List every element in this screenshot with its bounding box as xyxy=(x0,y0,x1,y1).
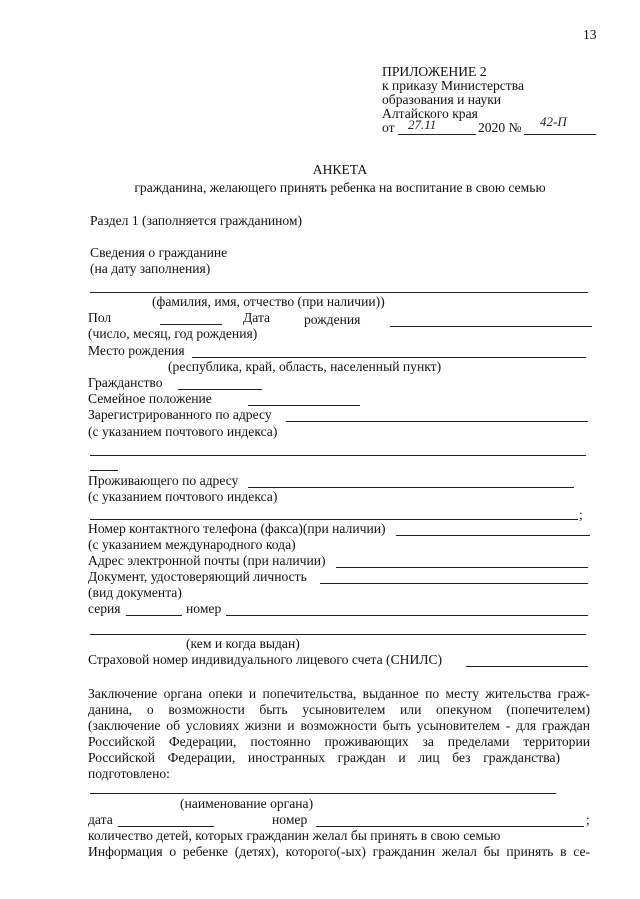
info-line-2: (на дату заполнения) xyxy=(90,261,211,276)
conclusion-line-1: Заключение органа опеки и попечительства, выданное по месту жительства граж- xyxy=(88,686,590,701)
gender-line xyxy=(160,324,222,325)
series-line xyxy=(126,615,182,616)
birthplace-caption: (республика, край, область, населенный пункт) xyxy=(168,359,442,374)
snils-label: Страховой номер индивидуального лицевого счета (СНИЛС) xyxy=(88,652,443,667)
form-subtitle: гражданина, желающего принять ребенка на воспитание в свою семью xyxy=(134,180,546,195)
issued-line xyxy=(90,634,586,635)
organ-caption: (наименование органа) xyxy=(180,796,314,811)
gender-label: Пол xyxy=(88,310,112,325)
birth-label: рождения xyxy=(304,312,361,327)
phone-caption: (с указанием международного кода) xyxy=(88,537,296,552)
conclusion-line-4: Российской Федерации, постоянно проживающих за пределами территории xyxy=(88,734,590,749)
fio-caption: (фамилия, имя, отчество (при наличии)) xyxy=(152,294,385,309)
info-line-1: Сведения о гражданине xyxy=(90,245,228,260)
appendix-title: ПРИЛОЖЕНИЕ 2 xyxy=(382,64,487,79)
fio-line xyxy=(90,292,588,293)
phone-label: Номер контактного телефона (факса)(при наличии) xyxy=(88,521,386,536)
residing-label: Проживающего по адресу xyxy=(88,473,239,488)
organ-number-line xyxy=(316,826,584,827)
form-title: АНКЕТА xyxy=(312,162,368,177)
page-number: 13 xyxy=(583,27,597,42)
organ-number-label: номер xyxy=(272,812,308,827)
birthplace-line xyxy=(192,357,586,358)
birthplace-label: Место рождения xyxy=(88,343,185,358)
organ-date-line xyxy=(118,826,214,827)
conclusion-line-6: подготовлено: xyxy=(88,766,170,781)
marital-line xyxy=(248,405,360,406)
birthdate-caption: (число, месяц, год рождения) xyxy=(88,326,258,341)
appendix-year: 2020 № xyxy=(478,120,522,135)
series-label: серия xyxy=(88,601,121,616)
snils-line xyxy=(466,666,588,667)
appendix-number-handwritten: 42-П xyxy=(540,114,567,129)
appendix-line-3: Алтайского края xyxy=(382,106,478,121)
organ-date-label: дата xyxy=(88,812,113,827)
number-label: номер xyxy=(186,601,222,616)
number-line xyxy=(226,615,588,616)
children-count-label: количество детей, которых гражданин желал бы принять в свою семью xyxy=(88,828,501,843)
organ-semicolon: ; xyxy=(586,812,590,827)
appendix-number-line xyxy=(524,134,596,135)
section-title: Раздел 1 (заполняется гражданином) xyxy=(90,213,303,228)
registered-line xyxy=(286,421,588,422)
conclusion-line-5: Российской Федерации, иностранных граждан и лиц без гражданства) xyxy=(88,750,560,765)
organ-line xyxy=(90,793,556,794)
residing-line-2 xyxy=(90,519,578,520)
appendix-date-handwritten: 27.11 xyxy=(408,117,437,132)
citizenship-line xyxy=(178,389,262,390)
doc-type-caption: (вид документа) xyxy=(88,585,182,600)
registered-line-2 xyxy=(90,455,586,456)
registered-line-3 xyxy=(90,470,118,471)
id-document-line xyxy=(320,583,588,584)
birthdate-line xyxy=(390,326,592,327)
appendix-date-prefix: от xyxy=(382,120,395,135)
email-line xyxy=(336,567,588,568)
appendix-date-line xyxy=(398,134,476,135)
conclusion-line-2: данина, о возможности быть усыновителем или опекуном (попечителем) xyxy=(88,702,590,717)
date-label: Дата xyxy=(243,310,271,325)
residing-semicolon: ; xyxy=(579,507,583,522)
phone-line xyxy=(396,535,590,536)
postal-caption-1: (с указанием почтового индекса) xyxy=(88,424,278,439)
appendix-line-1: к приказу Министерства xyxy=(382,78,525,93)
children-info-label: Информация о ребенке (детях), которого(-ых) гражданин желал бы принять в се- xyxy=(88,844,590,859)
id-document-label: Документ, удостоверяющий личность xyxy=(88,569,307,584)
citizenship-label: Гражданство xyxy=(88,375,163,390)
registered-label: Зарегистрированного по адресу xyxy=(88,407,272,422)
conclusion-line-3: (заключение об условиях жизни и возможности быть усыновителем - для граждан xyxy=(88,718,590,733)
postal-caption-2: (с указанием почтового индекса) xyxy=(88,489,278,504)
appendix-line-2: образования и науки xyxy=(382,92,502,107)
issued-caption: (кем и когда выдан) xyxy=(186,636,300,651)
marital-label: Семейное положение xyxy=(88,391,212,406)
email-label: Адрес электронной почты (при наличии) xyxy=(88,553,326,568)
residing-line xyxy=(248,487,574,488)
